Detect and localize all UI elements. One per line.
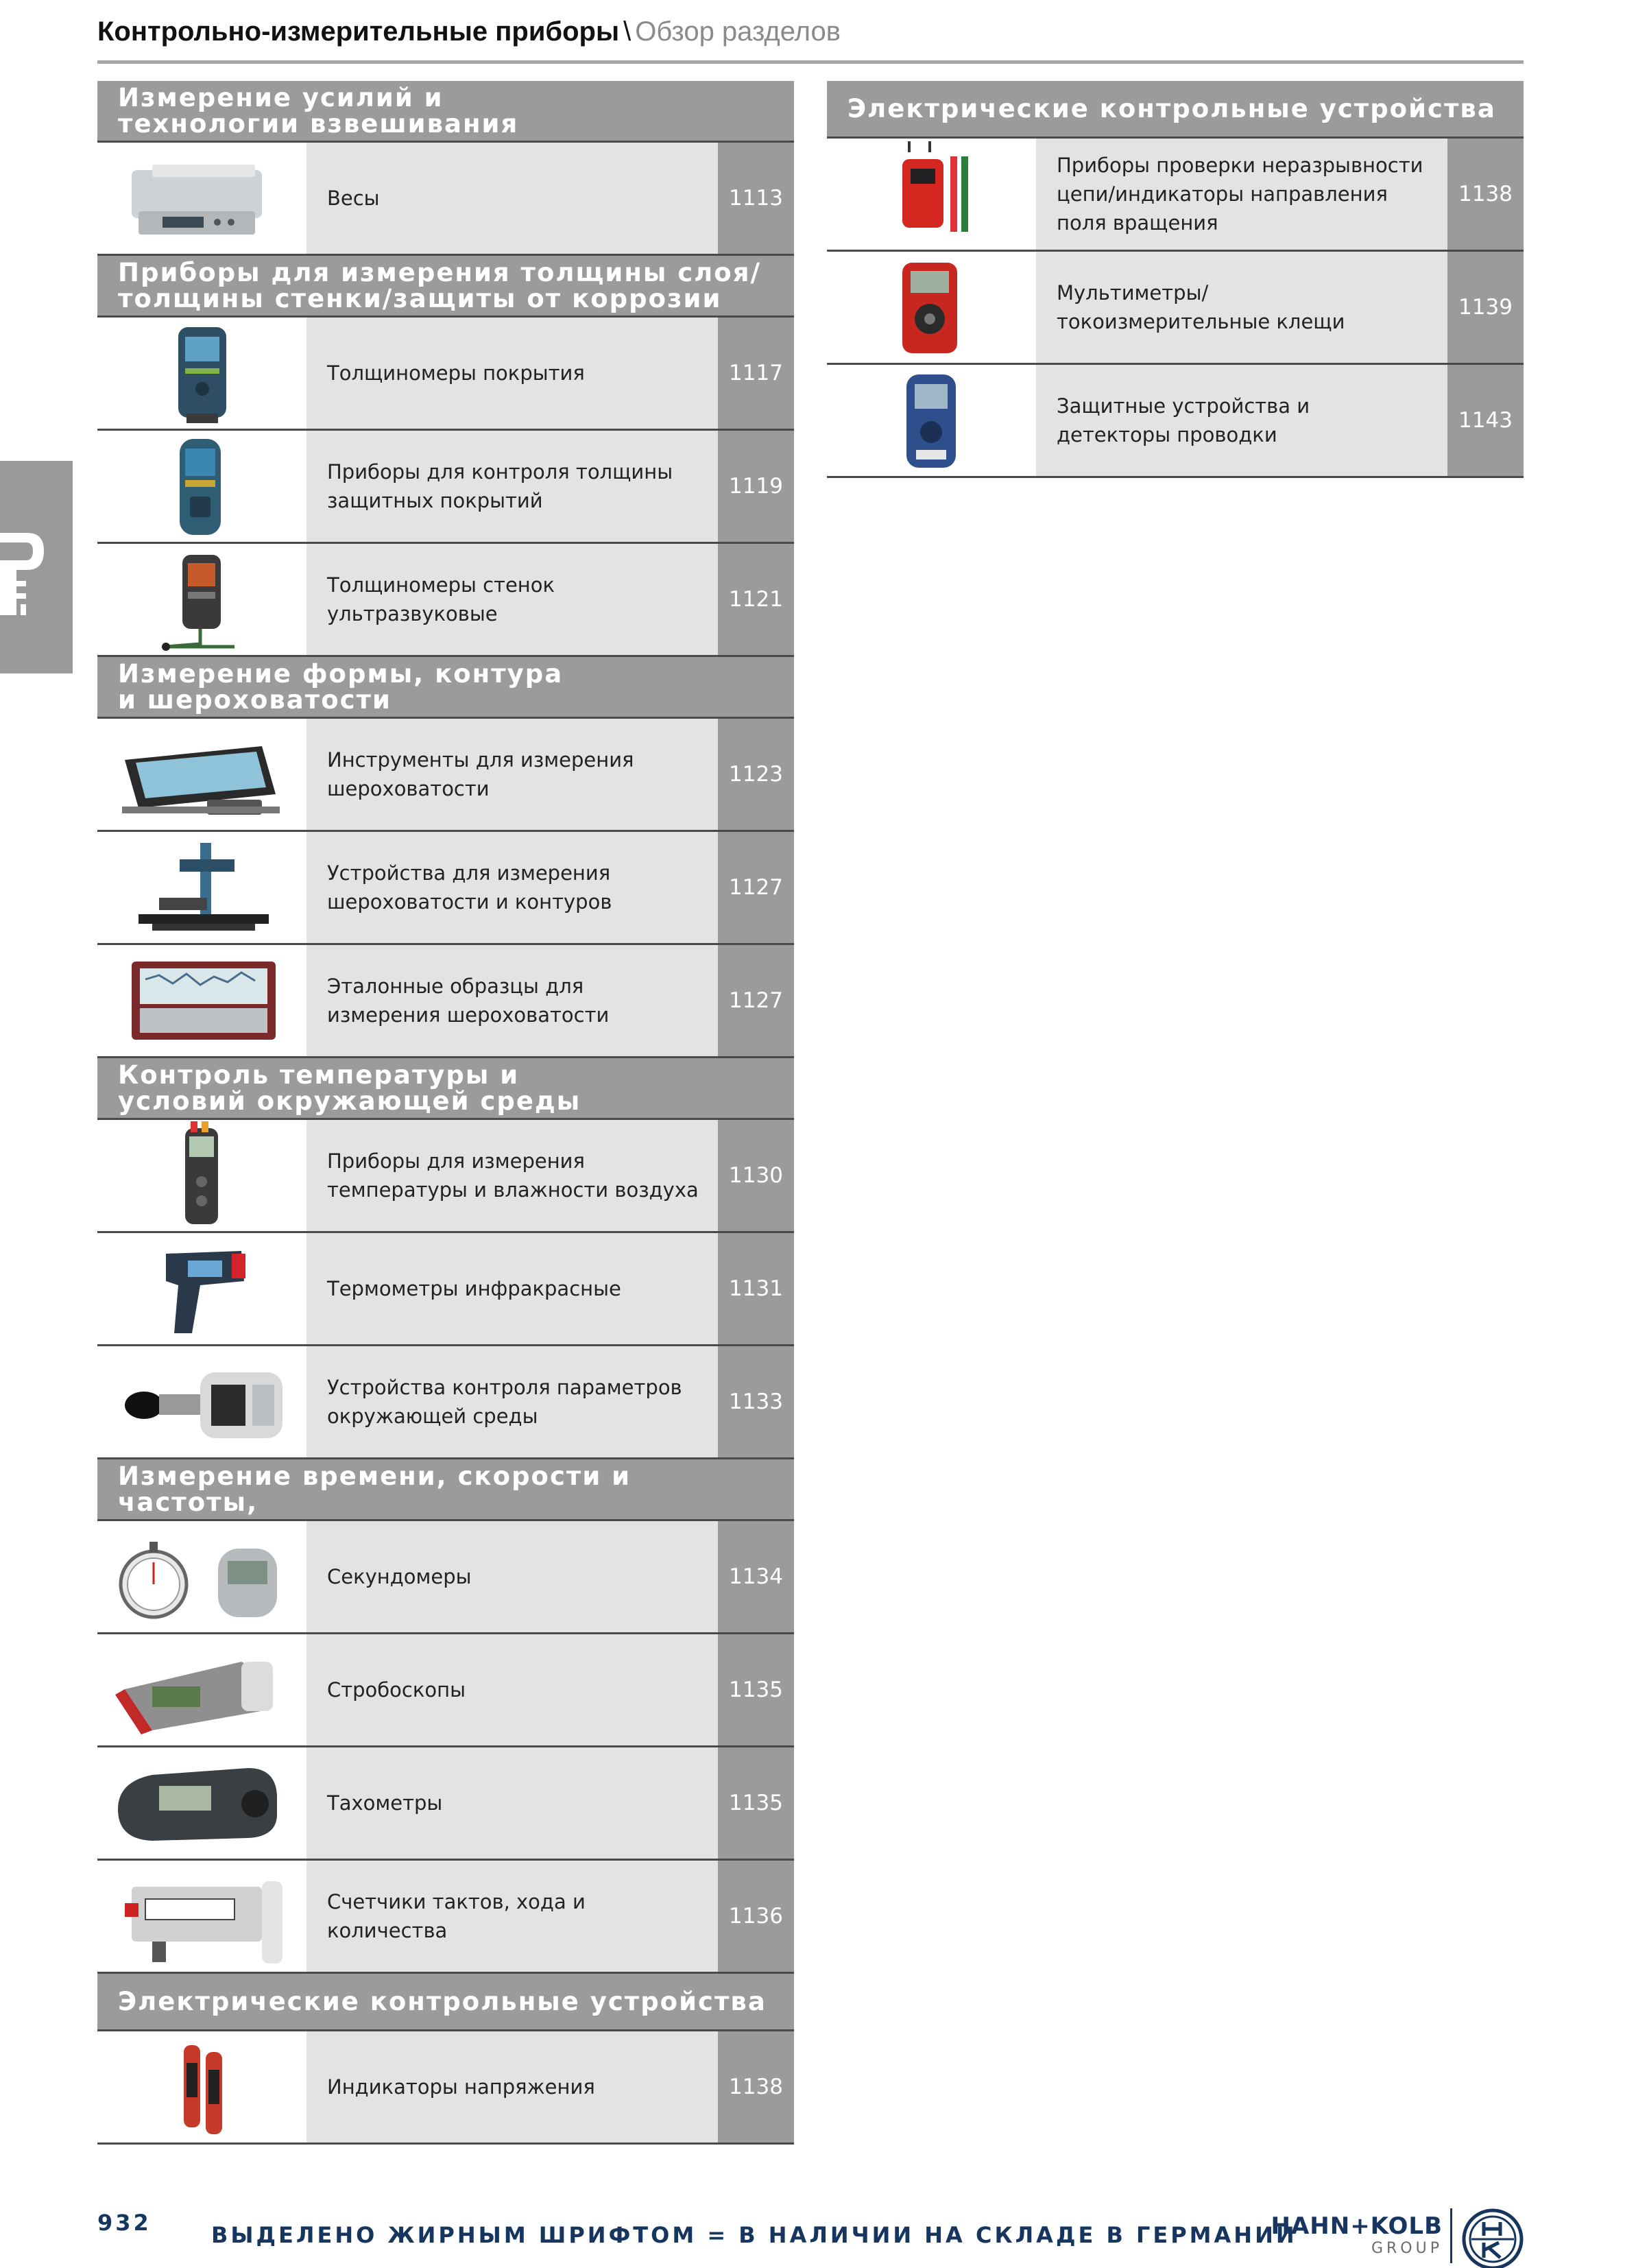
header-rule [97, 60, 1524, 64]
category-label-line: Приборы проверки неразрывности [1057, 154, 1423, 177]
category-label[interactable] [306, 1634, 718, 1745]
category-label-line: Весы [327, 187, 380, 210]
stock-note: ВЫДЕЛЕНО ЖИРНЫМ ШРИФТОМ = В НАЛИЧИИ НА СКЛАДЕ В ГЕРМАНИИ [211, 2222, 1297, 2248]
category-label-line: Устройства для измерения [327, 861, 611, 885]
roughness-tester-image [97, 719, 306, 830]
wire-detector-image [827, 365, 1036, 476]
category-label-line: детекторы проводки [1057, 423, 1277, 446]
page-reference[interactable]: 1135 [718, 1634, 794, 1745]
category-row[interactable] [97, 832, 794, 945]
category-label[interactable] [1036, 139, 1447, 250]
category-row[interactable] [97, 2031, 794, 2145]
category-label[interactable] [306, 1521, 718, 1632]
coating-control-image [97, 431, 306, 542]
page-title-main: Контрольно-измерительные приборы [97, 16, 620, 47]
section-heading [97, 81, 794, 143]
category-label-line: Толщиномеры стенок [327, 573, 555, 597]
category-label-line: Устройства контроля параметров [327, 1376, 682, 1399]
page-reference[interactable]: 1138 [718, 2031, 794, 2142]
category-label[interactable] [306, 1346, 718, 1457]
category-row[interactable] [827, 139, 1524, 252]
section-heading-line: и шероховатости [118, 685, 392, 715]
voltage-tester-image [97, 2031, 306, 2142]
category-label-line: Стробоскопы [327, 1678, 466, 1702]
page-reference[interactable]: 1130 [718, 1120, 794, 1231]
category-label[interactable] [306, 719, 718, 830]
page-reference[interactable]: 1134 [718, 1521, 794, 1632]
category-label[interactable] [306, 544, 718, 655]
scale-image [97, 143, 306, 254]
reference-samples-image [97, 945, 306, 1056]
brand-group: GROUP [1371, 2240, 1443, 2257]
category-label-line: поля вращения [1057, 211, 1218, 235]
category-row[interactable] [827, 365, 1524, 478]
hk-logo-icon [1462, 2208, 1524, 2268]
page-header [97, 15, 1524, 63]
page-reference[interactable]: 1113 [718, 143, 794, 254]
category-label[interactable] [1036, 365, 1447, 476]
category-label-line: Мультиметры/ [1057, 281, 1209, 305]
category-label-line: Эталонные образцы для [327, 975, 584, 998]
page-reference[interactable]: 1119 [718, 431, 794, 542]
page-reference[interactable]: 1138 [1447, 139, 1524, 250]
tachometer-image [97, 1747, 306, 1859]
continuity-tester-image [827, 139, 1036, 250]
section-heading [97, 1974, 794, 2031]
category-label[interactable] [306, 318, 718, 429]
category-row[interactable] [97, 143, 794, 256]
category-row[interactable] [827, 252, 1524, 365]
category-label-line: Секундомеры [327, 1565, 472, 1588]
section-heading-line: Электрические контрольные устройства [847, 94, 1496, 123]
category-label-line: шероховатости [327, 777, 490, 800]
counter-image [97, 1861, 306, 1972]
section-heading-line: технологии взвешивания [118, 109, 519, 139]
section-heading [97, 1459, 794, 1521]
category-label[interactable] [306, 2031, 718, 2142]
brand-logo [1233, 2208, 1524, 2263]
category-label-line: окружающей среды [327, 1405, 538, 1428]
category-label[interactable] [306, 1120, 718, 1231]
category-label-line: токоизмерительные клещи [1057, 310, 1345, 333]
page-reference[interactable]: 1135 [718, 1747, 794, 1859]
page-subtitle: Обзор разделов [635, 16, 841, 47]
category-label-line: Приборы для измерения [327, 1149, 585, 1173]
category-row[interactable] [97, 1634, 794, 1747]
page-reference[interactable]: 1131 [718, 1233, 794, 1344]
section-heading [97, 657, 794, 719]
category-label[interactable] [306, 1233, 718, 1344]
brand-divider [1450, 2208, 1452, 2263]
section-heading-line: условий окружающей среды [118, 1086, 581, 1116]
category-label-line: ультразвуковые [327, 602, 498, 625]
page-reference[interactable]: 1133 [718, 1346, 794, 1457]
section-heading [827, 81, 1524, 139]
category-label-line: Толщиномеры покрытия [327, 361, 585, 385]
category-label-line: защитных покрытий [327, 489, 543, 512]
side-tab[interactable] [0, 461, 73, 673]
category-label-line: температуры и влажности воздуха [327, 1178, 699, 1202]
stopwatch-image [97, 1521, 306, 1632]
page-footer [97, 2201, 1524, 2263]
page-reference[interactable]: 1143 [1447, 365, 1524, 476]
section-heading [97, 256, 794, 318]
section-heading [97, 1058, 794, 1120]
left-column [97, 81, 794, 2145]
category-row[interactable] [97, 1120, 794, 1233]
category-row[interactable] [97, 719, 794, 832]
category-label-line: Счетчики тактов, хода и количества [327, 1890, 586, 1942]
ir-thermometer-image [97, 1233, 306, 1344]
category-label-line: шероховатости и контуров [327, 890, 612, 914]
section-heading-line: Электрические контрольные устройства [118, 1987, 767, 2016]
category-label[interactable] [306, 945, 718, 1056]
page-reference[interactable]: 1123 [718, 719, 794, 830]
thermo-hygrometer-image [97, 1120, 306, 1231]
page-reference[interactable]: 1117 [718, 318, 794, 429]
contour-device-image [97, 832, 306, 943]
category-label-line: Тахометры [327, 1791, 443, 1815]
category-row[interactable] [97, 945, 794, 1058]
page-reference[interactable]: 1136 [718, 1861, 794, 1972]
category-row[interactable] [97, 431, 794, 544]
section-heading-line: Контроль температуры и [118, 1060, 520, 1090]
category-label-line: Защитные устройства и [1057, 394, 1310, 418]
section-heading-line: толщины стенки/защиты от коррозии [118, 284, 722, 313]
stroboscope-image [97, 1634, 306, 1745]
section-heading-line: Измерение усилий и [118, 83, 444, 112]
page-title [97, 16, 841, 47]
category-label[interactable] [1036, 252, 1447, 363]
environment-meter-image [97, 1346, 306, 1457]
coating-gauge-image [97, 318, 306, 429]
category-row[interactable] [97, 1861, 794, 1974]
section-heading-line: Измерение формы, контура [118, 659, 564, 689]
category-row[interactable] [97, 544, 794, 657]
section-heading-line: Измерение времени, скорости и частоты, [118, 1461, 631, 1517]
category-label-line: Приборы для контроля толщины [327, 460, 673, 484]
category-label[interactable] [306, 832, 718, 943]
page-reference[interactable]: 1139 [1447, 252, 1524, 363]
category-label-line: Термометры инфракрасные [327, 1277, 621, 1300]
category-label[interactable] [306, 1861, 718, 1972]
category-row[interactable] [97, 1747, 794, 1861]
title-separator: \ [623, 16, 631, 47]
page-reference[interactable]: 1127 [718, 945, 794, 1056]
page-number: 932 [97, 2210, 152, 2236]
brand-name: HAHN+KOLB [1271, 2212, 1443, 2240]
ultrasonic-gauge-image [97, 544, 306, 655]
multimeter-image [827, 252, 1036, 363]
page-reference[interactable]: 1121 [718, 544, 794, 655]
category-label[interactable] [306, 431, 718, 542]
category-row[interactable] [97, 1521, 794, 1634]
category-label[interactable] [306, 1747, 718, 1859]
page-reference[interactable]: 1127 [718, 832, 794, 943]
caliper-icon [0, 512, 48, 622]
category-label-line: цепи/индикаторы направления [1057, 182, 1388, 206]
category-label-line: Индикаторы напряжения [327, 2075, 595, 2099]
category-label[interactable] [306, 143, 718, 254]
right-column [827, 81, 1524, 478]
category-label-line: измерения шероховатости [327, 1003, 610, 1027]
category-label-line: Инструменты для измерения [327, 748, 634, 772]
section-heading-line: Приборы для измерения толщины слоя/ [118, 258, 761, 287]
category-row[interactable] [97, 1346, 794, 1459]
category-row[interactable] [97, 1233, 794, 1346]
category-row[interactable] [97, 318, 794, 431]
